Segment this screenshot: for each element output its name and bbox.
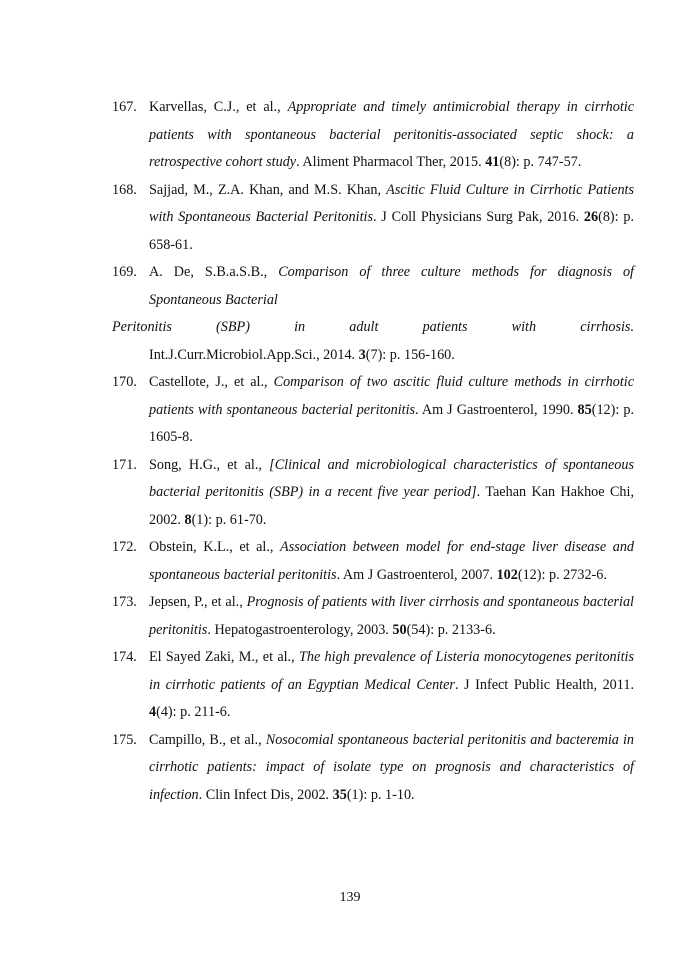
reference-item (112, 534, 634, 589)
reference-volume: 8 (184, 511, 192, 528)
reference-title: Comparison of three culture methods for diagnosis of Spontaneous Bacterial (149, 264, 635, 308)
reference-item (112, 452, 634, 535)
reference-number: 167. (112, 99, 137, 115)
reference-authors: Karvellas, C.J., et al., (149, 99, 281, 115)
reference-authors: Jepsen, P., et al., (149, 594, 243, 610)
reference-pages: (54): p. 2133-6. (406, 621, 496, 638)
reference-number: 173. (112, 594, 137, 610)
reference-item (112, 177, 634, 260)
reference-item (112, 589, 634, 644)
reference-authors: Sajjad, M., Z.A. Khan, and M.S. Khan, (149, 181, 382, 198)
reference-journal: . Aliment Pharmacol Ther, 2015. (296, 154, 486, 170)
reference-number: 171. (112, 456, 137, 473)
reference-title: Prognosis of patients with liver cirrhosis and spontaneous bacterial peritonitis (149, 594, 635, 638)
reference-journal: Int.J.Curr.Microbiol.App.Sci., 2014. (149, 346, 359, 363)
reference-volume: 26 (583, 209, 599, 225)
reference-volume: 41 (485, 154, 500, 170)
reference-authors: Song, H.G., et al., (149, 456, 262, 473)
reference-item (112, 94, 634, 177)
reference-pages: (8): p. 658-61. (149, 209, 634, 253)
reference-item (112, 369, 634, 452)
reference-title: The high prevalence of Listeria monocytogenes peritonitis in cirrhotic patients of an Egyptian Medical Center (149, 649, 635, 693)
reference-pages: (7): p. 156-160. (365, 346, 455, 363)
reference-volume: 35 (332, 786, 347, 803)
reference-pages: (4): p. 211-6. (156, 704, 231, 720)
reference-volume: 102 (496, 566, 518, 583)
reference-pages: (8): p. 747-57. (499, 154, 582, 170)
reference-list (112, 94, 634, 809)
reference-authors: Castellote, J., et al., (149, 374, 268, 390)
reference-pages: (1): p. 1-10. (346, 786, 415, 803)
reference-item (112, 727, 634, 810)
reference-volume: 50 (392, 621, 407, 638)
reference-journal: . Am J Gastroenterol, 1990. (415, 401, 578, 418)
reference-journal: . Clin Infect Dis, 2002. (198, 786, 333, 803)
reference-title: Comparison of two ascitic fluid culture methods in cirrhotic patients with spontaneous bacterial peritonitis (149, 374, 635, 418)
reference-title: [Clinical and microbiological characteristics of spontaneous bacterial peritonitis (SBP) in a recent five year period] (149, 456, 635, 500)
reference-volume: 85 (577, 401, 592, 418)
reference-title: Appropriate and timely antimicrobial therapy in cirrhotic patients with spontaneous bacterial peritonitis-associated septic shock: a retrospective cohort study (149, 99, 635, 170)
reference-authors: El Sayed Zaki, M., et al., (149, 649, 295, 665)
reference-journal: . Hepatogastroenterology, 2003. (207, 621, 393, 638)
reference-title: Ascitic Fluid Culture in Cirrhotic Patients with Spontaneous Bacterial Peritonitis (149, 181, 634, 225)
reference-journal: . J Infect Public Health, 2011. (454, 676, 634, 693)
reference-number: 175. (112, 731, 137, 748)
reference-volume: 4 (149, 704, 157, 720)
page-number: 139 (339, 890, 361, 905)
reference-title-continued: Peritonitis (SBP) in adult patients with cirrhosis. (112, 319, 634, 335)
reference-pages: (1): p. 61-70. (191, 511, 267, 528)
reference-journal: . J Coll Physicians Surg Pak, 2016. (372, 209, 584, 225)
reference-title: Association between model for end-stage liver disease and spontaneous bacterial peritonitis (149, 539, 635, 583)
reference-title: Nosocomial spontaneous bacterial peritonitis and bacteremia in cirrhotic patients: impact of isolate type on prognosis and characteristics of infection (149, 731, 634, 803)
reference-journal: . Am J Gastroenterol, 2007. (336, 566, 497, 583)
reference-number: 168. (112, 181, 137, 198)
reference-authors: Campillo, B., et al., (149, 731, 262, 748)
reference-number: 170. (112, 374, 137, 390)
reference-pages: (12): p. 1605-8. (149, 401, 634, 445)
reference-pages: (12): p. 2732-6. (517, 566, 607, 583)
reference-number: 172. (112, 539, 137, 555)
reference-number: 174. (112, 649, 137, 665)
reference-authors: A. De, S.B.a.S.B., (149, 264, 268, 280)
reference-number: 169. (112, 264, 137, 280)
reference-volume: 3 (358, 346, 366, 363)
reference-item (112, 644, 634, 727)
reference-authors: Obstein, K.L., et al., (149, 539, 274, 555)
reference-item (112, 259, 634, 369)
reference-journal: . Taehan Kan Hakhoe Chi, 2002. (149, 484, 634, 528)
